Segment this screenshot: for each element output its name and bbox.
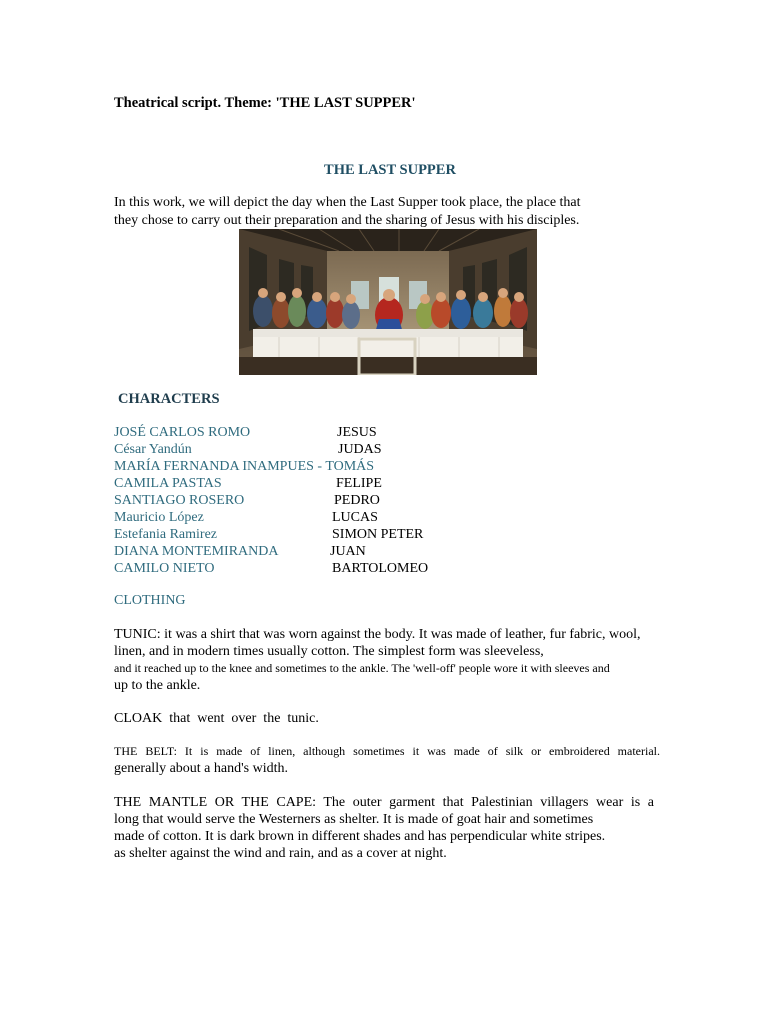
cloak-line: CLOAK that went over the tunic.: [114, 711, 319, 726]
cast-actor: CAMILO NIETO: [114, 561, 215, 576]
cast-actor: CAMILA PASTAS: [114, 476, 222, 491]
tunic-line: and it reached up to the knee and sometimes to the ankle. The 'well-off' people wore it with sleeves and: [114, 661, 610, 675]
document-title: Theatrical script. Theme: 'THE LAST SUPPER': [114, 95, 416, 111]
mantle-line: made of cotton. It is dark brown in different shades and has perpendicular white stripes.: [114, 829, 606, 844]
cast-role: SIMON PETER: [332, 527, 424, 542]
belt-line: THE BELT: It is made of linen, although sometimes it was made of silk or embroidered material.: [114, 744, 660, 758]
last-supper-painting: [239, 229, 537, 375]
cast-actor: Mauricio López: [114, 510, 204, 525]
cast-actor: César Yandún: [114, 442, 192, 457]
cast-role: FELIPE: [336, 476, 382, 491]
mantle-line: long that would serve the Westerners as shelter. It is made of goat hair and sometimes: [114, 812, 594, 827]
cast-actor: JOSÉ CARLOS ROMO: [114, 425, 251, 440]
cast-role: JUDAS: [338, 442, 382, 457]
cast-role: BARTOLOMEO: [332, 561, 429, 576]
mantle-line: THE MANTLE OR THE CAPE: The outer garment that Palestinian villagers wear is a: [114, 795, 654, 810]
cast-actor: SANTIAGO ROSERO: [114, 493, 245, 508]
belt-paragraph: [114, 743, 660, 777]
cast-role: PEDRO: [334, 493, 380, 508]
tunic-line: TUNIC: it was a shirt that was worn against the body. It was made of leather, fur fabric, wool,: [114, 627, 641, 642]
cloak-paragraph: [114, 710, 319, 727]
mantle-paragraph: [114, 794, 654, 862]
cast-actor: Estefania Ramirez: [114, 527, 218, 542]
cast-actor: DIANA MONTEMIRANDA: [114, 544, 279, 559]
clothing-heading: CLOTHING: [114, 593, 186, 608]
page-heading: THE LAST SUPPER: [324, 162, 456, 178]
tunic-paragraph: [114, 626, 641, 694]
belt-line: generally about a hand's width.: [114, 761, 288, 776]
tunic-line: up to the ankle.: [114, 678, 201, 693]
intro-line: In this work, we will depict the day when the Last Supper took place, the place that: [114, 195, 581, 210]
cast-role: JESUS: [337, 425, 377, 440]
cast-role: LUCAS: [332, 510, 378, 525]
intro-paragraph: [114, 194, 581, 230]
mantle-line: as shelter against the wind and rain, and as a cover at night.: [114, 846, 447, 861]
tunic-line: linen, and in modern times usually cotton. The simplest form was sleeveless,: [114, 644, 544, 659]
intro-line: they chose to carry out their preparation and the sharing of Jesus with his disciples.: [114, 213, 580, 228]
cast-actor: MARÍA FERNANDA INAMPUES - TOMÁS: [114, 459, 375, 474]
characters-heading: CHARACTERS: [118, 391, 220, 407]
cast-role: JUAN: [330, 544, 366, 559]
